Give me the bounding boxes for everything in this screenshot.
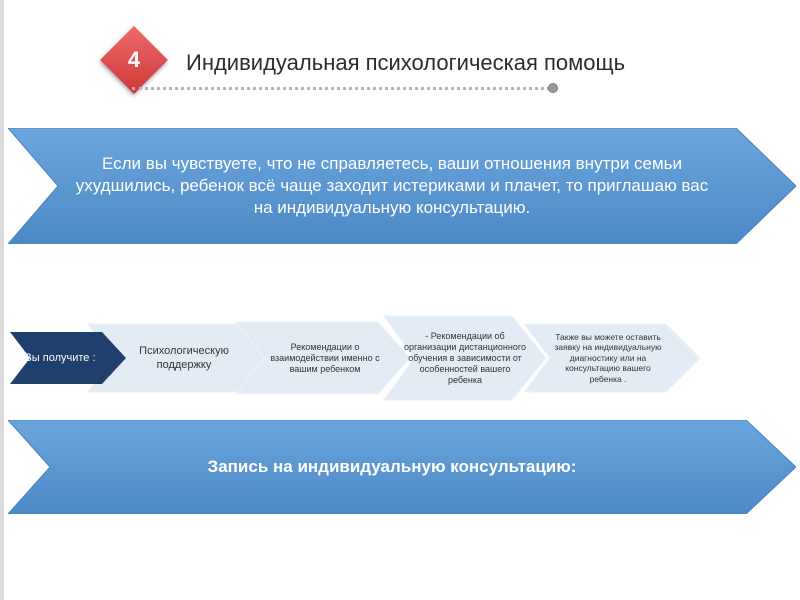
divider-end-dot bbox=[548, 83, 558, 93]
step-text: Психологическую поддержку bbox=[139, 345, 229, 371]
step-diagnostics-request bbox=[524, 324, 700, 392]
slide-left-border bbox=[0, 0, 4, 600]
step-text: Рекомендации о взаимодействии именно с вашим ребенком bbox=[270, 341, 380, 374]
step-remote-learning bbox=[384, 316, 546, 400]
step-start-you-get bbox=[10, 332, 126, 384]
signup-banner-text: Запись на индивидуальную консультацию: bbox=[207, 457, 577, 476]
step-text: Также вы можете оставить заявку на индивидуальную диагностику или на консультацию вашего ребенка . bbox=[554, 331, 662, 384]
slide-title: Индивидуальная психологическая помощь bbox=[186, 50, 626, 75]
benefits-process bbox=[0, 312, 800, 412]
dotted-divider bbox=[132, 87, 550, 90]
signup-banner bbox=[8, 420, 796, 514]
start-label: Вы получите : bbox=[24, 351, 96, 364]
intro-banner bbox=[8, 128, 796, 244]
intro-banner-text: Если вы чувствуете, что не справляетесь, ваши отношения внутри семьи ухудшились, ребенок всё чаще заходит истериками и плачет, то приглашаю вас на индивидуальную консультацию. bbox=[75, 154, 709, 217]
step-text: - Рекомендации об организации дистанционного обучения в зависимости от особенностей вашего ребенка bbox=[404, 330, 526, 385]
slide-number: 4 bbox=[127, 47, 141, 72]
